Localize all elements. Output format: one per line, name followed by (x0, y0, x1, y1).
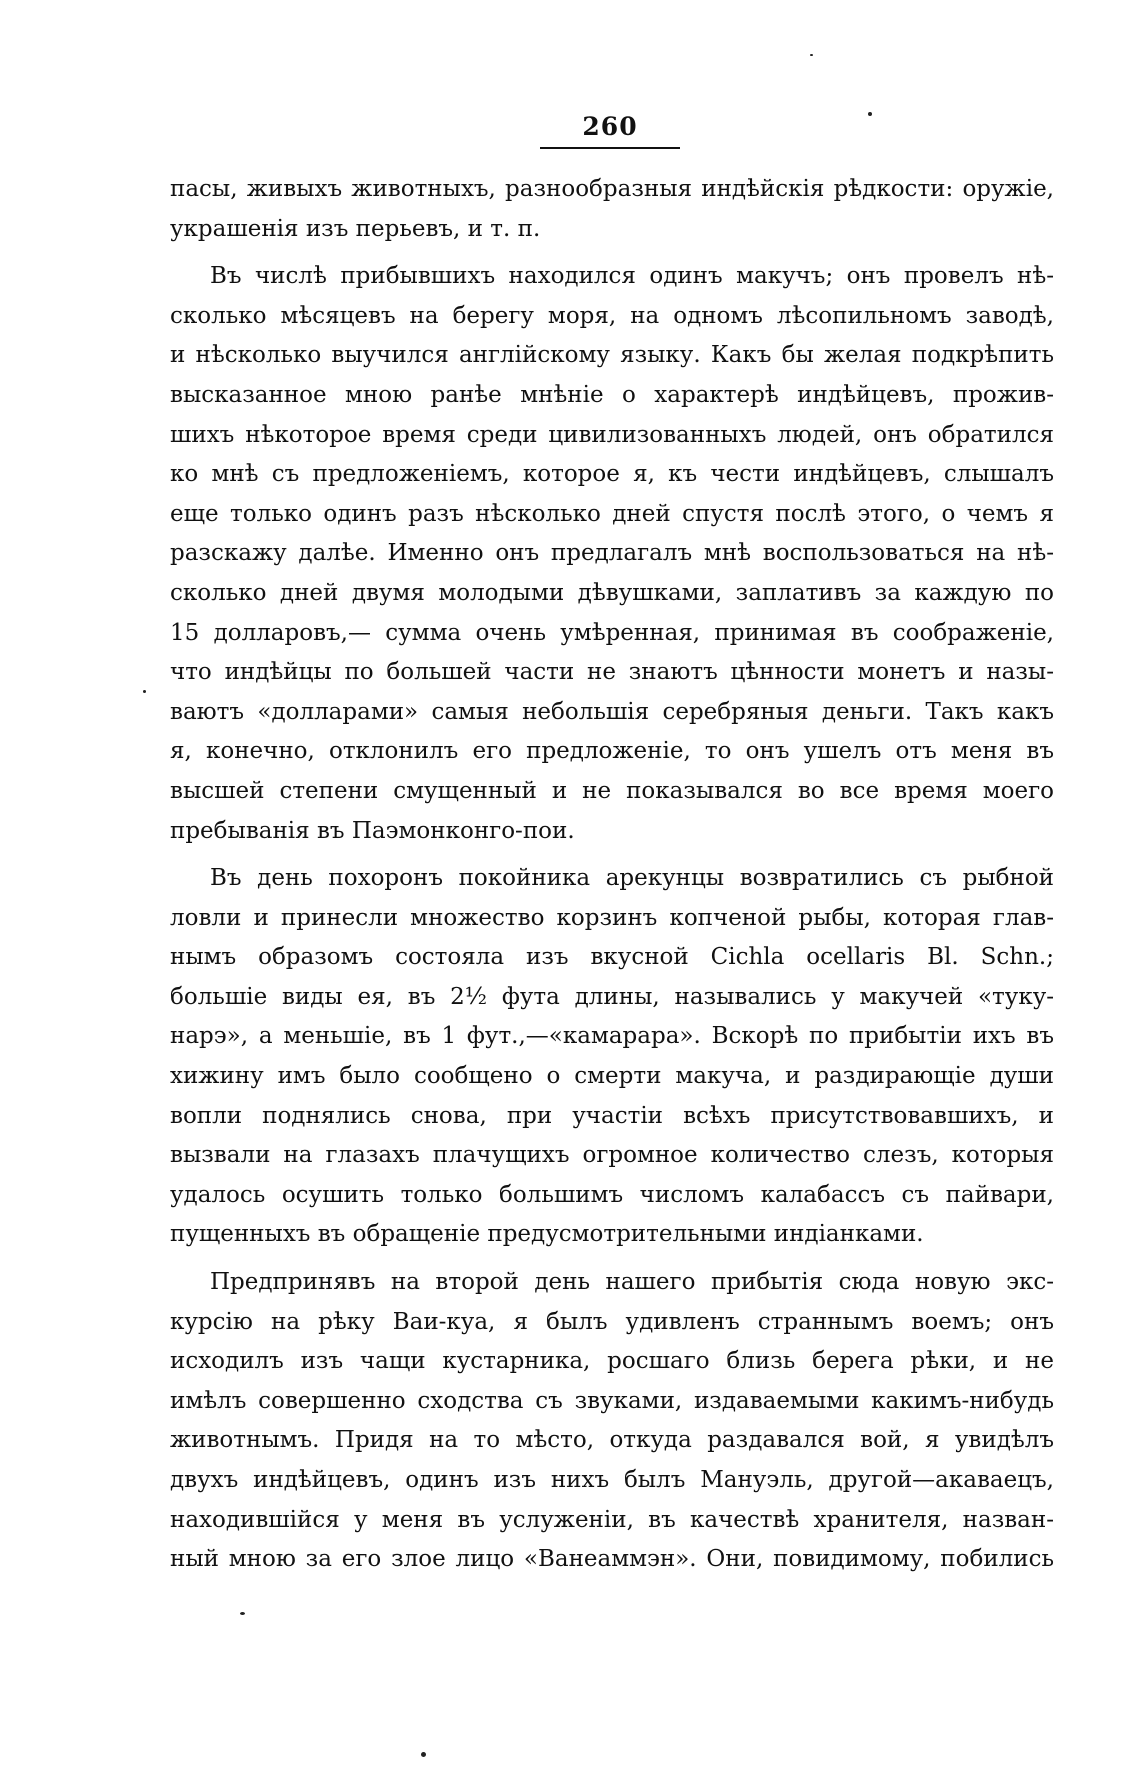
text-line: нымъ образомъ состояла изъ вкусной Cichla ocellaris Bl. Schn.; (170, 944, 1054, 971)
text-line: что индѣйцы по большей части не знаютъ цѣнности монетъ и назы- (170, 659, 1054, 686)
scan-speck (421, 1752, 426, 1757)
scan-speck (810, 54, 813, 56)
text-line: вызвали на глазахъ плачущихъ огромное количество слезъ, которыя (170, 1142, 1054, 1169)
body-text (170, 170, 1054, 1580)
text-line: высказанное мною ранѣе мнѣніе о характерѣ индѣйцевъ, прожив- (170, 381, 1054, 408)
text-line: сколько мѣсяцевъ на берегу моря, на одномъ лѣсопильномъ заводѣ, (170, 302, 1054, 329)
scan-speck (240, 1612, 245, 1615)
text-line: Предпринявъ на второй день нашего прибытія сюда новую экс- (210, 1269, 1054, 1296)
text-line: сколько дней двумя молодыми дѣвушками, заплативъ за каждую по (170, 579, 1054, 606)
text-line: удалось осушить только большимъ числомъ калабассъ съ пайвари, (170, 1181, 1054, 1208)
paragraph-3 (170, 859, 1054, 1255)
text-line: животнымъ. Придя на то мѣсто, откуда раздавался вой, я увидѣлъ (170, 1427, 1054, 1454)
text-line: вопли поднялись снова, при участіи всѣхъ присутствовавшихъ, и (170, 1102, 1054, 1129)
text-line: хижину имъ было сообщено о смерти макуча, и раздирающіе души (170, 1063, 1054, 1090)
text-line: ловли и принесли множество корзинъ копченой рыбы, которая глав- (170, 904, 1054, 931)
text-line: 15 долларовъ,— сумма очень умѣренная, принимая въ соображеніе, (170, 619, 1054, 646)
text-line: ваютъ «долларами» самыя небольшія серебряныя деньги. Такъ какъ (170, 698, 1054, 725)
paragraph-4 (170, 1263, 1054, 1580)
paragraph-1 (170, 170, 1054, 249)
header-rule (540, 147, 680, 149)
text-line: двухъ индѣйцевъ, одинъ изъ нихъ былъ Мануэль, другой—акаваецъ, (170, 1467, 1054, 1493)
text-line: еще только одинъ разъ нѣсколько дней спустя послѣ этого, о чемъ я (170, 500, 1054, 527)
text-line: разскажу далѣе. Именно онъ предлагалъ мнѣ воспользоваться на нѣ- (170, 540, 1054, 567)
text-line: находившійся у меня въ услуженіи, въ качествѣ хранителя, назван- (170, 1506, 1054, 1533)
text-line: и нѣсколько выучился англійскому языку. Какъ бы желая подкрѣпить (170, 342, 1054, 369)
text-line: Въ день похоронъ покойника арекунцы возвратились съ рыбной (210, 865, 1054, 892)
text-line: высшей степени смущенный и не показывался во все время моего (170, 777, 1054, 804)
text-line: я, конечно, отклонилъ его предложеніе, то онъ ушелъ отъ меня въ (170, 738, 1054, 765)
text-line: пребыванія въ Паэмонконго-пои. (170, 817, 575, 844)
scan-speck (868, 112, 872, 116)
text-line: курсію на рѣку Ваи-куа, я былъ удивленъ страннымъ воемъ; онъ (170, 1308, 1054, 1335)
text-line: пасы, живыхъ животныхъ, разнообразныя индѣйскія рѣдкости: оружіе, (170, 176, 1054, 202)
text-line: нарэ», а меньшіе, въ 1 фут.,—«камарара». Вскорѣ по прибытіи ихъ въ (170, 1023, 1054, 1050)
text-line: шихъ нѣкоторое время среди цивилизованныхъ людей, онъ обратился (170, 421, 1054, 448)
text-line: исходилъ изъ чащи кустарника, росшаго близь берега рѣки, и не (170, 1348, 1054, 1375)
text-line: Въ числѣ прибывшихъ находился одинъ макучъ; онъ провелъ нѣ- (210, 263, 1054, 290)
scan-speck (143, 690, 146, 693)
paragraph-2 (170, 257, 1054, 851)
page-number: 260 (582, 112, 638, 141)
text-line: имѣлъ совершенно сходства съ звуками, издаваемыми какимъ-нибудь (170, 1387, 1054, 1414)
text-line: ко мнѣ съ предложеніемъ, которое я, къ чести индѣйцевъ, слышалъ (170, 461, 1054, 488)
text-line: украшенія изъ перьевъ, и т. п. (170, 215, 541, 242)
text-line: пущенныхъ въ обращеніе предусмотрительными индіанками. (170, 1221, 924, 1248)
text-line: ный мною за его злое лицо «Ванеаммэн». Они, повидимому, побились (170, 1546, 1054, 1573)
text-line: большіе виды ея, въ 2½ фута длины, назывались у макучей «туку- (170, 983, 1054, 1010)
